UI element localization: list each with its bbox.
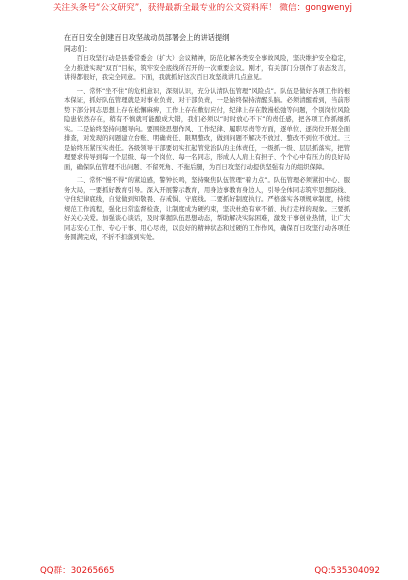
promo-banner-line-1: 关注头条号“公文研究”，获得最新全最专业的公文资料库！ 微信：gongwenyj bbox=[52, 3, 353, 13]
paragraph: 二、常怀“慢不得”的紧迫感，警钟长鸣，坚持聚焦队伍管理“着力点”。队伍管理必须紧扣中心、服务大局，一要抓好教育引导。深入开展警示教育，用身边事教育身边人，引导全体同志筑牢思想防线、守住纪律底线，自觉做到知敬畏、存戒惧、守底线。二要抓好制度执行。严格落实各项规章制度，持续规范工作流程，强化日常监督检查，让制度成为硬约束，坚决杜绝有章不循、执行走样的现象。三要抓好关心关爱。加强谈心谈话，及时掌握队伍思想动态，帮助解决实际困难，激发干事创业热情，让广大同志安心工作、专心干事、用心尽责，以良好的精神状态和过硬的工作作风，确保百日攻坚行动各项任务圆满完成，不折不扣落到实处。 bbox=[64, 177, 350, 241]
qq-number: QQ:535304092 bbox=[314, 566, 380, 576]
contact-footer bbox=[40, 565, 380, 577]
document-title: 在百日安全创建百日攻坚战动员部署会上的讲话提纲 bbox=[64, 33, 230, 42]
salutation: 同志们： bbox=[64, 45, 92, 53]
qq-group-number: QQ群：30265665 bbox=[40, 566, 115, 576]
paragraph: 百日攻坚行动是县委常委会（扩大）会议精神，防范化解各类安全事故风险，坚决维护安全稳定，全力推进实现“双百”目标，筑牢安全底线所召开的一次重要会议。刚才，有关部门分别作了表态发言，讲得都很好，我完全同意。下面，我就抓好这次百日攻坚战讲几点意见。 bbox=[64, 55, 350, 81]
paragraph: 一、常怀“坐不住”的危机意识，深刻认识，充分认清队伍管理“风险点”。队伍是做好各项工作的根本保证，抓好队伍管理就是对事业负责、对干部负责，一是始终保持清醒头脑。必须清醒看到，当前形势下部分同志思想上存在松懈麻痹，工作上存在敷衍应付，纪律上存在散漫松弛等问题，个别岗位风险隐患依然存在，稍有不慎就可能酿成大错，我们必须以“时时放心不下”的责任感，把各项工作抓细抓实。二是始终坚持问题导向。要围绕思想作风、工作纪律、履职尽责等方面，逐单位、逐岗位开展全面排查，对发现的问题建立台账、明确责任、限期整改，做到问题不解决不放过、整改不到位不放过。三是始终压紧压实责任。各级领导干部要切实扛起管党治队的主体责任，一级抓一级、层层抓落实，把管理要求传导到每一个层级、每一个岗位、每一名同志，形成人人肩上有担子、个个心中有压力的良好局面，确保队伍管理不出问题、不留死角、不拖后腿，为百日攻坚行动提供坚强有力的组织保障。 bbox=[64, 87, 350, 171]
promo-banner bbox=[50, 3, 355, 25]
document-body bbox=[64, 33, 350, 563]
